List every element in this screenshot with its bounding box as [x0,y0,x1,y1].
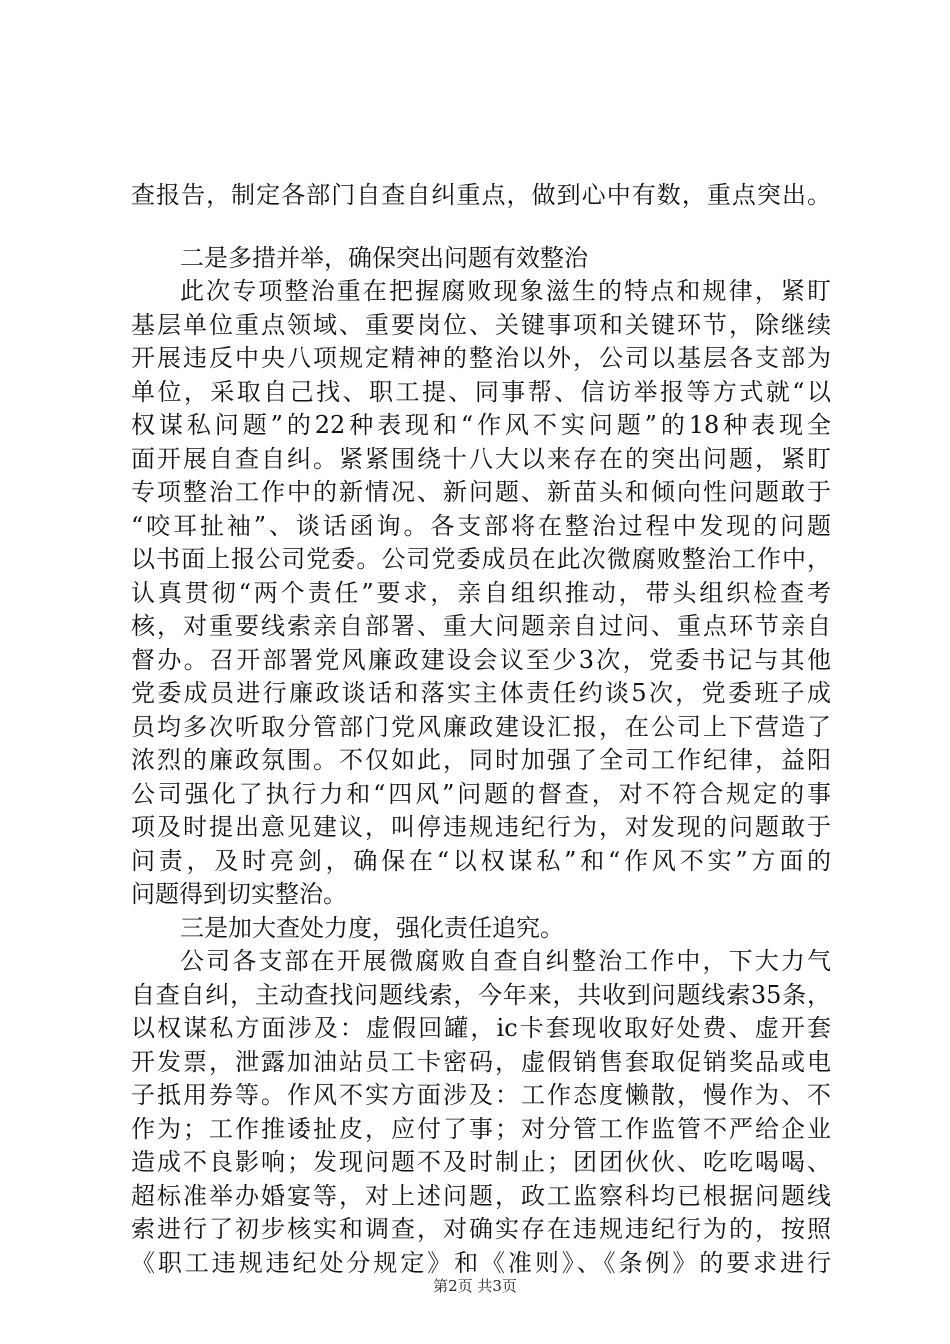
text-line: 开发票，泄露加油站员工卡密码，虚假销售套取促销奖品或电 [131,1048,831,1076]
text-line: 以书面上报公司党委。公司党委成员在此次微腐败整治工作中， [131,545,831,573]
text-line: 二是多措并举，确保突出问题有效整治 [180,244,588,272]
text-line: 《职工违规违纪处分规定》和《准则》、《条例》的要求进行 [131,1249,831,1277]
text-line: 以权谋私方面涉及：虚假回罐，ic卡套现收取好处费、虚开套 [131,1014,831,1042]
text-line: 认真贯彻“两个责任”要求，亲自组织推动，带头组织检查考 [131,579,831,607]
text-line: “咬耳扯袖”、谈话函询。各支部将在整治过程中发现的问题 [131,512,831,540]
text-line: 浓烈的廉政氛围。不仅如此，同时加强了全司工作纪律，益阳 [131,746,831,774]
text-line: 权谋私问题”的22种表现和“作风不实问题”的18种表现全 [131,411,831,439]
text-line: 三是加大查处力度，强化责任追究。 [180,914,564,942]
text-line: 作为；工作推诿扯皮，应付了事；对分管工作监管不严给企业 [131,1115,831,1143]
text-line: 自查自纠，主动查找问题线索，今年来，共收到问题线索35条， [131,981,831,1009]
text-line: 专项整治工作中的新情况、新问题、新苗头和倾向性问题敢于 [131,478,831,506]
text-line: 公司各支部在开展微腐败自查自纠整治工作中，下大力气 [180,947,831,975]
text-line: 开展违反中央八项规定精神的整治以外，公司以基层各支部为 [131,344,831,372]
text-line: 造成不良影响；发现问题不及时制止；团团伙伙、吃吃喝喝、 [131,1148,831,1176]
text-line: 查报告，制定各部门自查自纠重点，做到心中有数，重点突出。 [131,181,831,209]
text-line: 此次专项整治重在把握腐败现象滋生的特点和规律，紧盯 [180,277,831,305]
text-line: 基层单位重点领域、重要岗位、关键事项和关键环节，除继续 [131,311,831,339]
text-line: 项及时提出意见建议，叫停违规违纪行为，对发现的问题敢于 [131,813,831,841]
text-line: 超标准举办婚宴等，对上述问题，政工监察科均已根据问题线 [131,1182,831,1210]
text-line: 员均多次听取分管部门党风廉政建设汇报，在公司上下营造了 [131,713,831,741]
text-line: 公司强化了执行力和“四风”问题的督查，对不符合规定的事 [131,780,831,808]
text-line: 党委成员进行廉政谈话和落实主体责任约谈5次，党委班子成 [131,679,831,707]
text-line: 核，对重要线索亲自部署、重大问题亲自过问、重点环节亲自 [131,612,831,640]
text-line: 索进行了初步核实和调查，对确实存在违规违纪行为的，按照 [131,1215,831,1243]
text-line: 督办。召开部署党风廉政建设会议至少3次，党委书记与其他 [131,646,831,674]
page-footer: 第2页 共3页 [433,1277,517,1295]
text-line: 面开展自查自纠。紧紧围绕十八大以来存在的突出问题，紧盯 [131,445,831,473]
text-line: 单位，采取自己找、职工提、同事帮、信访举报等方式就“以 [131,378,831,406]
text-line: 子抵用券等。作风不实方面涉及：工作态度懒散，慢作为、不 [131,1081,831,1109]
text-line: 问责，及时亮剑，确保在“以权谋私”和“作风不实”方面的 [131,847,831,875]
text-line: 问题得到切实整治。 [131,880,347,908]
